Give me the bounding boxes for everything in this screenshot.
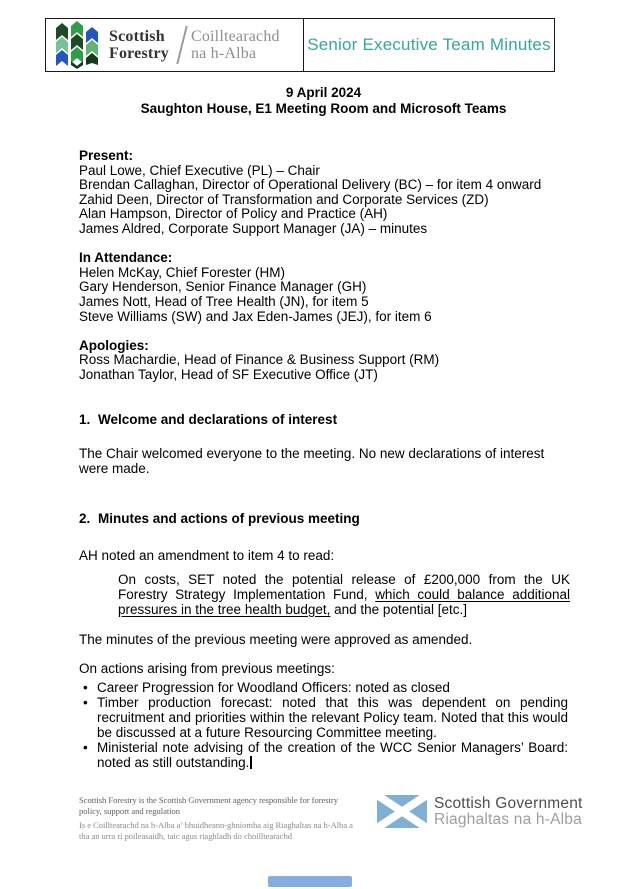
apologies-section [79, 339, 568, 383]
present-section [79, 149, 568, 237]
section-1-heading [79, 413, 568, 428]
attendee-line: Ross Machardie, Head of Finance & Business Support (RM) [79, 352, 440, 368]
in-attendance-section [79, 251, 568, 324]
amendment-intro: AH noted an amendment to item 4 to read: [79, 547, 335, 563]
attendee-line: Paul Lowe, Chief Executive (PL) – Chair [79, 162, 320, 178]
section-number: 2. [79, 511, 91, 527]
present-label: Present: [79, 148, 134, 163]
amendment-quote [118, 573, 570, 617]
scottish-forestry-logo-icon [53, 21, 101, 69]
meeting-header [79, 85, 568, 116]
quote-text: On costs, SET noted the potential release of £200,000 from the UK Forestry Strategy Implementation Fund, [118, 572, 570, 603]
attendee-line: Gary Henderson, Senior Finance Manager (GH) [79, 279, 367, 295]
org-wordmark [109, 28, 169, 62]
document-body [79, 149, 568, 770]
in-attendance-label: In Attendance: [79, 250, 173, 266]
meeting-date: 9 April 2024 [285, 85, 362, 100]
attendee-line: Steve Williams (SW) and Jax Eden-James (JEJ), for item 6 [79, 308, 432, 324]
org-gaelic-name [191, 28, 280, 62]
attendee-line: Alan Hampson, Director of Policy and Practice (AH) [79, 206, 388, 222]
scottish-government-wordmark [434, 796, 583, 828]
actions-intro-line: On actions arising from previous meetings: [79, 661, 335, 677]
quote-text: and the potential [etc.] [330, 601, 467, 617]
document-title: Senior Executive Team Minutes [307, 35, 551, 54]
saltire-flag-icon [377, 795, 427, 828]
action-bullet-text: Ministerial note advising of the creation of the WCC Senior Managers’ Board: noted as still outstanding. [97, 740, 568, 771]
section-title: Welcome and declarations of interest [98, 411, 338, 427]
footer-gaelic-text: Is e Coilltearachd na h-Alba a’ bhuidheann-ghnìomha aig Riaghaltas na h-Alba a tha an urra ri poileasaidh, taic agus riaghladh do choilltearachd [79, 820, 353, 841]
gov-wordmark-line1: Scottish Government [434, 794, 583, 812]
footer-descriptions [79, 795, 364, 842]
section-title: Minutes and actions of previous meeting [98, 511, 360, 527]
attendee-line: Zahid Deen, Director of Transformation and Corporate Services (ZD) [79, 191, 489, 207]
attendee-line: James Nott, Head of Tree Health (JN), for item 5 [79, 293, 369, 309]
meeting-location: Saughton House, E1 Meeting Room and Microsoft Teams [140, 100, 507, 116]
logo-slash-divider [175, 26, 189, 64]
attendee-line: Jonathan Taylor, Head of SF Executive Office (JT) [79, 366, 378, 382]
org-gaelic-line1: Coilltearachd [190, 28, 280, 45]
org-name-line1: Scottish [109, 28, 165, 45]
attendee-line: Brendan Callaghan, Director of Operational Delivery (BC) – for item 4 onward [79, 177, 542, 193]
footer-english-text: Scottish Forestry is the Scottish Government agency responsible for forestry policy, support and regulation [79, 795, 338, 816]
org-gaelic-line2: na h-Alba [190, 45, 257, 62]
action-bullet [79, 740, 568, 770]
section-number: 1. [79, 411, 91, 427]
section-2-heading [79, 512, 568, 527]
scottish-government-logo [377, 795, 583, 828]
action-bullet: • Career Progression for Woodland Officers: noted as closed [79, 680, 568, 695]
document-title-area [304, 19, 554, 71]
section-1-paragraph: The Chair welcomed everyone to the meeting. No new declarations of interest were made. [79, 446, 545, 476]
brand-area [46, 19, 304, 71]
header-banner [45, 18, 555, 72]
attendee-line: James Aldred, Corporate Support Manager (JA) – minutes [79, 220, 428, 236]
actions-bullet-list [79, 680, 568, 770]
horizontal-scrollbar-thumb[interactable] [268, 876, 352, 887]
org-name-line2: Forestry [109, 45, 169, 62]
apologies-label: Apologies: [79, 337, 149, 353]
action-bullet: • Timber production forecast: noted that this was dependent on pending recruitment and priorities within the relevant Policy team. Noted that this would be discussed at a future Resourcing Committee meeting. [79, 695, 568, 740]
attendee-line: Helen McKay, Chief Forester (HM) [79, 264, 286, 280]
quote-underlined-text: which could balance additional pressures in the tree health budget, [118, 587, 570, 617]
gov-wordmark-line2: Riaghaltas na h-Alba [434, 810, 582, 828]
text-cursor [250, 756, 251, 769]
minutes-approved-line: The minutes of the previous meeting were approved as amended. [79, 632, 473, 648]
